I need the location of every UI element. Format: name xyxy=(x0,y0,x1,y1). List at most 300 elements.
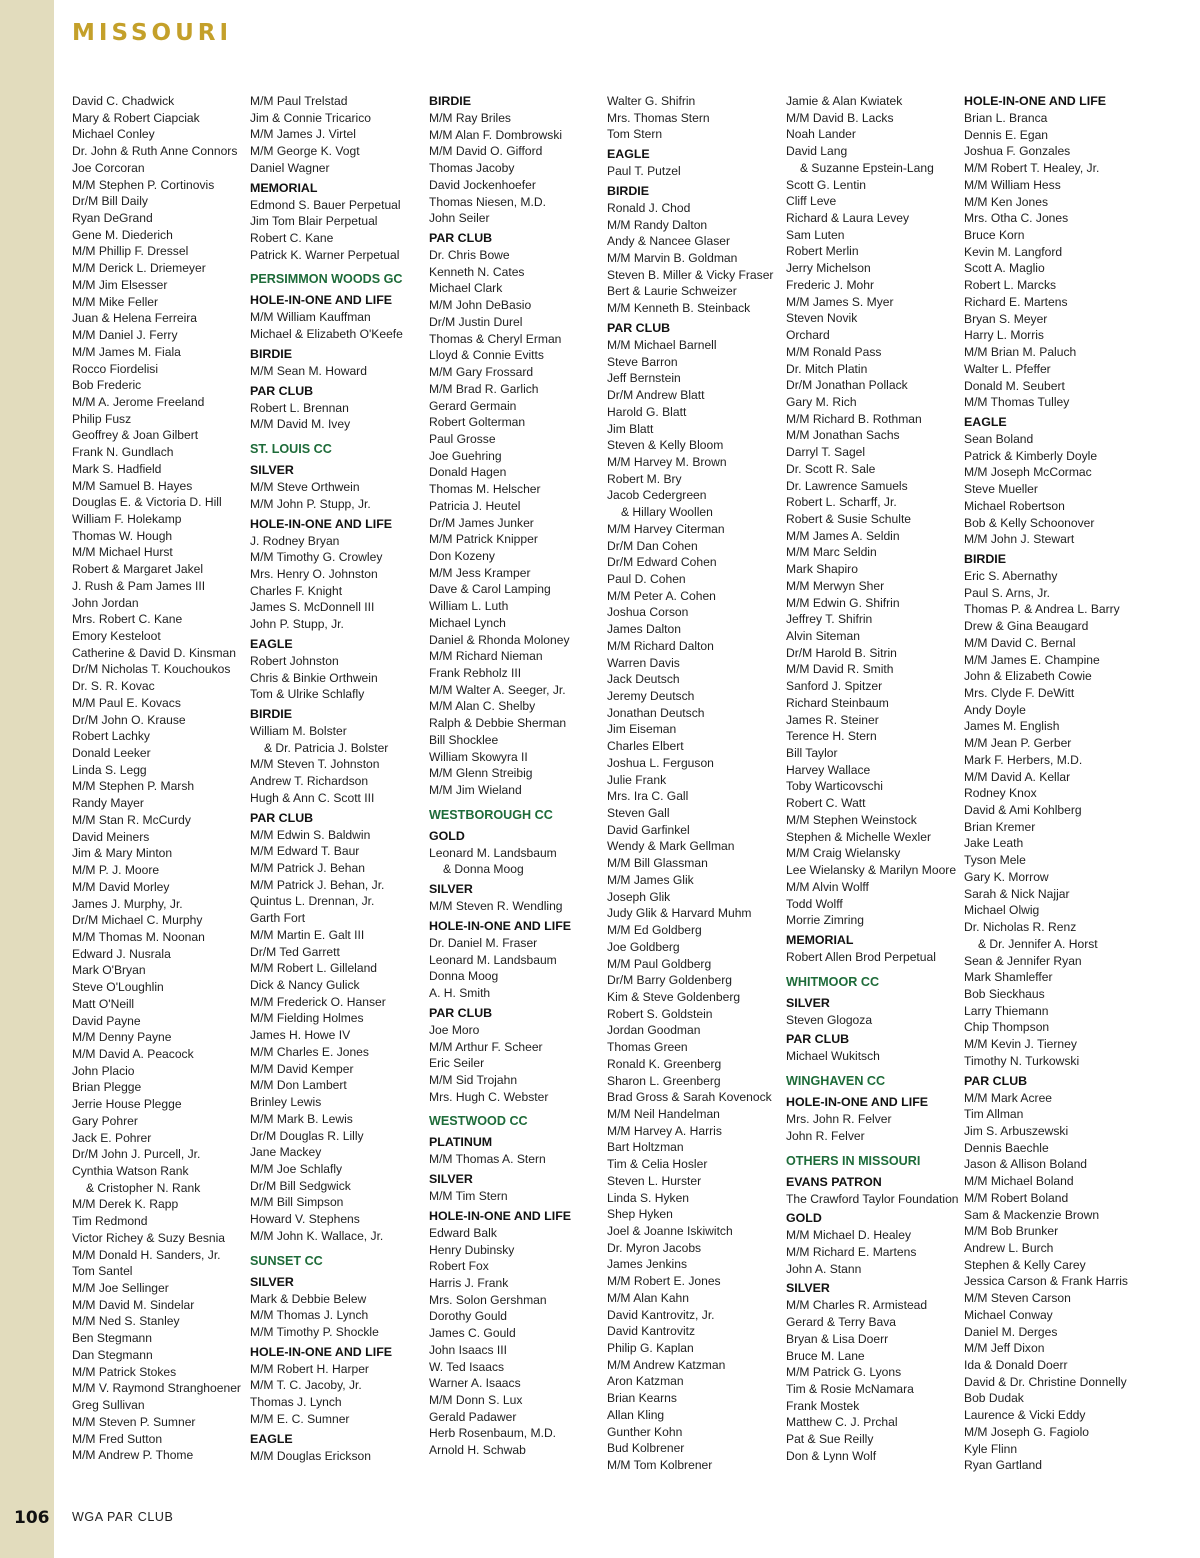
member-name: Ryan Gartland xyxy=(964,1458,1042,1473)
member-name: John P. Stupp, Jr. xyxy=(250,617,344,632)
member-name: Joe Goldberg xyxy=(607,939,680,954)
section-heading: BIRDIE xyxy=(964,551,1006,566)
member-name: Joe Moro xyxy=(429,1022,480,1037)
member-name: Dr/M Dan Cohen xyxy=(607,538,698,553)
member-name: M/M Ken Jones xyxy=(964,194,1049,209)
member-name: Philip G. Kaplan xyxy=(607,1341,694,1356)
member-name: Thomas & Cheryl Erman xyxy=(429,331,562,346)
member-name: Thomas M. Helscher xyxy=(429,482,541,497)
member-name: Dave & Carol Lamping xyxy=(429,582,551,597)
member-name: Mrs. Hugh C. Webster xyxy=(429,1089,549,1104)
member-name: Kim & Steve Goldenberg xyxy=(607,989,741,1004)
member-name: Dr. Chris Bowe xyxy=(429,248,510,263)
member-name: John & Elizabeth Cowie xyxy=(964,669,1092,684)
member-name: M/M Paul Trelstad xyxy=(250,94,348,108)
member-name: John Seiler xyxy=(429,211,490,226)
member-name: M/M Robert L. Gilleland xyxy=(250,961,378,976)
member-name: Dorothy Gould xyxy=(429,1309,507,1324)
member-name: M/M David A. Peacock xyxy=(72,1046,194,1061)
member-name: James Jenkins xyxy=(607,1257,687,1272)
member-name: M/M David M. Sindelar xyxy=(72,1297,195,1312)
member-name: John Isaacs III xyxy=(429,1342,507,1357)
member-name: James S. McDonnell III xyxy=(250,600,375,615)
section-heading: HOLE-IN-ONE AND LIFE xyxy=(250,293,393,308)
member-name: Michael Wukitsch xyxy=(786,1049,880,1064)
member-name: Tim & Rosie McNamara xyxy=(786,1382,914,1396)
member-name: Dr. Daniel M. Fraser xyxy=(429,935,538,950)
member-name: David Payne xyxy=(72,1013,141,1028)
member-name: Patricia J. Heutel xyxy=(429,498,521,513)
club-heading: OTHERS IN MISSOURI xyxy=(786,1153,921,1168)
member-name: Dennis E. Egan xyxy=(964,127,1049,142)
member-name: Kyle Flinn xyxy=(964,1441,1018,1456)
member-name: Robert Fox xyxy=(429,1259,489,1274)
member-name: Leonard M. Landsbaum xyxy=(429,845,557,860)
member-name: Bob Frederic xyxy=(72,378,142,393)
member-name: M/M Harvey Citerman xyxy=(607,521,725,536)
member-name: Jack E. Pohrer xyxy=(72,1130,152,1145)
member-name: Alvin Siteman xyxy=(786,629,860,643)
member-name: M/M Thomas A. Stern xyxy=(429,1152,546,1167)
member-name: Jordan Goodman xyxy=(607,1023,701,1038)
member-name: M/M Michael Boland xyxy=(964,1174,1074,1189)
member-name: Dr/M Andrew Blatt xyxy=(607,388,705,403)
member-name: Thomas J. Lynch xyxy=(250,1395,342,1410)
member-name: Jeffrey T. Shifrin xyxy=(786,612,873,627)
member-name: Bob Sieckhaus xyxy=(964,986,1045,1001)
member-name: Warren Davis xyxy=(607,655,680,670)
member-name: Joe Corcoran xyxy=(72,160,145,175)
member-name: Richard & Laura Levey xyxy=(786,211,910,226)
member-name: Ben Stegmann xyxy=(72,1331,153,1346)
club-heading: WHITMOOR CC xyxy=(786,974,880,989)
member-name: Michael & Elizabeth O'Keefe xyxy=(250,327,403,342)
member-name: Mary & Robert Ciapciak xyxy=(72,110,200,125)
member-name: M/M Ray Briles xyxy=(429,111,511,125)
member-name: David & Ami Kohlberg xyxy=(964,803,1082,818)
member-name: Robert C. Watt xyxy=(786,796,866,811)
member-name: David C. Chadwick xyxy=(72,94,175,108)
member-name: James H. Howe IV xyxy=(250,1028,351,1043)
member-name: Cliff Leve xyxy=(786,194,837,209)
member-name: M/M Marvin B. Goldman xyxy=(607,251,738,266)
member-name: Jim Blatt xyxy=(607,421,654,436)
member-name: Harry L. Morris xyxy=(964,328,1044,343)
member-name: M/M Bill Simpson xyxy=(250,1195,344,1210)
member-name: M/M Steven R. Wendling xyxy=(429,899,563,914)
member-name: Tom & Ulrike Schlafly xyxy=(250,687,365,702)
member-name: Bob Dudak xyxy=(964,1391,1024,1406)
member-name: Brad Gross & Sarah Kovenock xyxy=(607,1090,772,1105)
member-name: M/M Thomas Tulley xyxy=(964,395,1070,410)
member-name: Sean Boland xyxy=(964,431,1034,446)
member-name: Kenneth N. Cates xyxy=(429,264,525,279)
member-column-5 xyxy=(786,93,964,1465)
member-name: M/M Charles R. Armistead xyxy=(786,1298,928,1313)
member-name: Mark Shapiro xyxy=(786,562,858,577)
member-name: David Jockenhoefer xyxy=(429,177,536,192)
member-name: James J. Murphy, Jr. xyxy=(72,896,183,911)
member-name: Mrs. Robert C. Kane xyxy=(72,612,183,627)
member-name: M/M John DeBasio xyxy=(429,298,532,313)
member-name: William M. Bolster xyxy=(250,723,347,738)
page-title: MISSOURI xyxy=(72,20,233,46)
member-name: Wendy & Mark Gellman xyxy=(607,839,735,854)
member-name: M/M Mark Acree xyxy=(964,1090,1053,1105)
member-name: M/M Michael D. Healey xyxy=(786,1228,912,1243)
member-name: Jason & Allison Boland xyxy=(964,1157,1088,1172)
member-name: M/M P. J. Moore xyxy=(72,863,160,878)
member-name: M/M Timothy G. Crowley xyxy=(250,550,383,565)
member-name: Don & Lynn Wolf xyxy=(786,1448,877,1463)
member-name: Dr/M Edward Cohen xyxy=(607,555,717,570)
member-name: Ronald K. Greenberg xyxy=(607,1056,722,1071)
member-name: James Dalton xyxy=(607,622,681,637)
member-name: David & Dr. Christine Donnelly xyxy=(964,1374,1127,1389)
member-name: Rodney Knox xyxy=(964,786,1037,801)
member-name: Jim Tom Blair Perpetual xyxy=(250,214,378,229)
member-name: M/M Edward T. Baur xyxy=(250,844,360,859)
member-name: Dr/M John J. Purcell, Jr. xyxy=(72,1147,201,1162)
member-name: Michael Lynch xyxy=(429,615,506,630)
member-name: Steve Mueller xyxy=(964,482,1038,497)
member-name: M/M Brian M. Paluch xyxy=(964,345,1077,360)
section-heading: BIRDIE xyxy=(429,94,471,108)
member-name: M/M Michael Hurst xyxy=(72,545,173,560)
member-name: Dr/M Michael C. Murphy xyxy=(72,913,203,928)
member-name: Andy Doyle xyxy=(964,702,1026,717)
member-name: Warner A. Isaacs xyxy=(429,1376,521,1391)
member-name: M/M Samuel B. Hayes xyxy=(72,478,193,493)
member-name: Robert & Susie Schulte xyxy=(786,511,912,526)
member-column-4 xyxy=(607,93,785,1474)
member-name: Mark & Debbie Belew xyxy=(250,1291,367,1306)
member-name: M/M Merwyn Sher xyxy=(786,578,885,593)
club-heading: SUNSET CC xyxy=(250,1253,323,1268)
member-name: Jim S. Arbuszewski xyxy=(964,1123,1069,1138)
member-name: Scott A. Maglio xyxy=(964,261,1045,276)
member-name: M/M Timothy P. Shockle xyxy=(250,1324,379,1339)
member-name: M/M David C. Bernal xyxy=(964,635,1076,650)
member-name: Sam & Mackenzie Brown xyxy=(964,1207,1100,1222)
member-name: Michael Clark xyxy=(429,281,503,296)
member-name: Dr/M John O. Krause xyxy=(72,712,186,727)
member-name: Steven & Kelly Bloom xyxy=(607,438,724,453)
member-name: Dr/M Barry Goldenberg xyxy=(607,973,733,988)
member-name: Joel & Joanne Iskiwitch xyxy=(607,1224,733,1238)
member-name: Walter L. Pfeffer xyxy=(964,361,1051,376)
member-name: Richard E. Martens xyxy=(964,294,1068,309)
member-name: Robert Golterman xyxy=(429,415,526,430)
member-name: M/M David A. Kellar xyxy=(964,769,1071,784)
member-name: M/M Thomas J. Lynch xyxy=(250,1308,369,1323)
section-heading: HOLE-IN-ONE AND LIFE xyxy=(250,1344,393,1359)
member-name: Chip Thompson xyxy=(964,1020,1050,1035)
section-heading: BIRDIE xyxy=(607,183,649,198)
member-name: M/M David O. Gifford xyxy=(429,144,543,159)
member-name: M/M James S. Myer xyxy=(786,294,894,309)
member-name: M/M Steve Orthwein xyxy=(250,480,360,495)
member-name: Paul D. Cohen xyxy=(607,571,686,586)
member-name: Hugh & Ann C. Scott III xyxy=(250,790,375,805)
member-name: Linda S. Legg xyxy=(72,762,147,777)
member-name: Thomas Green xyxy=(607,1040,688,1055)
member-name: M/M Alan F. Dombrowski xyxy=(429,127,563,142)
section-heading: SILVER xyxy=(250,1274,294,1289)
member-name: Dr/M Harold B. Sitrin xyxy=(786,645,897,660)
member-name: M/M David R. Smith xyxy=(786,662,894,677)
member-name: M/M Douglas Erickson xyxy=(250,1448,371,1463)
member-name: Larry Thiemann xyxy=(964,1003,1049,1018)
section-heading: EAGLE xyxy=(250,636,293,651)
member-name: Robert M. Bry xyxy=(607,471,682,486)
member-name: M/M Peter A. Cohen xyxy=(607,588,716,603)
member-name: Stephen & Kelly Carey xyxy=(964,1257,1086,1272)
section-heading: HOLE-IN-ONE AND LIFE xyxy=(429,918,572,933)
section-heading: HOLE-IN-ONE AND LIFE xyxy=(964,94,1107,108)
member-name: Matt O'Neill xyxy=(72,996,135,1011)
member-name: Joshua Corson xyxy=(607,605,689,620)
member-name: Tom Santel xyxy=(72,1264,133,1279)
member-name: Randy Mayer xyxy=(72,796,144,811)
member-name: Robert L. Scharff, Jr. xyxy=(786,495,897,510)
section-heading: GOLD xyxy=(786,1211,822,1226)
member-name: J. Rush & Pam James III xyxy=(72,578,206,593)
member-name: Gerard Germain xyxy=(429,398,517,413)
member-name: M/M Tom Kolbrener xyxy=(607,1458,713,1473)
member-name: M/M Walter A. Seeger, Jr. xyxy=(429,682,566,697)
member-name: M/M Arthur F. Scheer xyxy=(429,1039,543,1054)
member-name: Daniel Wagner xyxy=(250,160,330,175)
member-name: Brian L. Branca xyxy=(964,111,1048,125)
member-name: Jane Mackey xyxy=(250,1145,322,1160)
member-name: M/M Brad R. Garlich xyxy=(429,381,539,396)
member-name: Dennis Baechle xyxy=(964,1140,1049,1155)
member-name: Jerrie House Plegge xyxy=(72,1097,182,1112)
member-name: Sanford J. Spitzer xyxy=(786,679,883,694)
member-name: Sarah & Nick Najjar xyxy=(964,886,1070,901)
member-name: M/M Robert E. Jones xyxy=(607,1274,721,1289)
member-name: Patrick & Kimberly Doyle xyxy=(964,448,1098,463)
member-name: M/M Robert T. Healey, Jr. xyxy=(964,161,1100,176)
member-name: Arnold H. Schwab xyxy=(429,1443,526,1458)
member-name: M/M Patrick G. Lyons xyxy=(786,1365,902,1380)
member-name: M/M Fred Sutton xyxy=(72,1431,163,1446)
member-name: Michael Conley xyxy=(72,127,155,142)
member-name: Gunther Kohn xyxy=(607,1424,683,1439)
member-name: Mark O'Bryan xyxy=(72,963,146,978)
member-name: Mark S. Hadfield xyxy=(72,461,162,476)
member-name: Steven Glogoza xyxy=(786,1012,873,1027)
member-name: M/M William Kauffman xyxy=(250,310,371,325)
member-name: M/M Fielding Holmes xyxy=(250,1011,364,1026)
section-heading: HOLE-IN-ONE AND LIFE xyxy=(250,516,393,531)
member-name: David Kantrovitz xyxy=(607,1324,696,1339)
member-name: M/M Joe Schlafly xyxy=(250,1161,343,1176)
member-name: Harold G. Blatt xyxy=(607,404,687,419)
member-name: M/M William Hess xyxy=(964,177,1061,192)
member-name: Eric S. Abernathy xyxy=(964,568,1058,583)
member-name: John R. Felver xyxy=(786,1128,865,1143)
member-name: M/M Harvey A. Harris xyxy=(607,1123,722,1138)
member-name: James C. Gould xyxy=(429,1326,516,1341)
member-name: M/M Bill Glassman xyxy=(607,856,708,871)
member-name: M/M E. C. Sumner xyxy=(250,1411,350,1426)
member-name: Todd Wolff xyxy=(786,896,843,911)
section-heading: PAR CLUB xyxy=(429,231,493,246)
section-heading: PAR CLUB xyxy=(250,810,314,825)
member-name: Michael Conway xyxy=(964,1307,1053,1322)
member-name: John Jordan xyxy=(72,595,139,610)
member-name: M/M Don Lambert xyxy=(250,1078,347,1093)
member-name: M/M Jim Elsesser xyxy=(72,277,168,292)
section-heading: PAR CLUB xyxy=(964,1073,1028,1088)
club-heading: WINGHAVEN CC xyxy=(786,1074,886,1089)
section-heading: PAR CLUB xyxy=(250,383,314,398)
member-name: Robert Johnston xyxy=(250,653,339,668)
member-name: M/M Jean P. Gerber xyxy=(964,736,1072,751)
member-name: M/M Glenn Streibig xyxy=(429,766,533,781)
member-name: M/M James J. Virtel xyxy=(250,127,356,142)
member-name: Daniel M. Derges xyxy=(964,1324,1058,1339)
member-name: M/M John K. Wallace, Jr. xyxy=(250,1228,384,1243)
page-edge-band xyxy=(0,0,54,1558)
member-name-continuation: & Dr. Patricia J. Bolster xyxy=(264,740,389,755)
member-name: M/M Richard Nieman xyxy=(429,649,543,664)
member-name: Dr. John & Ruth Anne Connors xyxy=(72,144,238,159)
member-name: M/M Mark B. Lewis xyxy=(250,1111,353,1126)
member-name: M/M Alan C. Shelby xyxy=(429,699,536,714)
member-name: Emory Kesteloot xyxy=(72,629,161,643)
member-name: Quintus L. Drennan, Jr. xyxy=(250,894,375,909)
member-name: M/M Sid Trojahn xyxy=(429,1072,518,1087)
member-name: Joshua L. Ferguson xyxy=(607,755,714,770)
member-name: Cynthia Watson Rank xyxy=(72,1164,189,1178)
member-name: Paul T. Putzel xyxy=(607,164,681,179)
member-name: Richard Steinbaum xyxy=(786,695,889,710)
member-name: M/M Stephen Weinstock xyxy=(786,812,917,827)
member-name: M/M David B. Lacks xyxy=(786,110,894,125)
member-name: Dr. Mitch Platin xyxy=(786,361,868,376)
member-name: Lloyd & Connie Evitts xyxy=(429,348,544,363)
member-name: M/M John J. Stewart xyxy=(964,532,1075,547)
member-name: Juan & Helena Ferreira xyxy=(72,311,198,326)
member-name: M/M Tim Stern xyxy=(429,1189,508,1204)
member-name: Jake Leath xyxy=(964,836,1024,851)
member-name: Edmond S. Bauer Perpetual xyxy=(250,197,401,212)
member-name: M/M Derek K. Rapp xyxy=(72,1197,179,1212)
member-name: M/M Donald H. Sanders, Jr. xyxy=(72,1247,221,1262)
member-name: Dr/M Bill Sedgwick xyxy=(250,1178,351,1193)
member-name: M/M Ned S. Stanley xyxy=(72,1314,180,1329)
member-name: Jonathan Deutsch xyxy=(607,705,705,720)
member-name: Linda S. Hyken xyxy=(607,1190,690,1205)
member-name: M/M John P. Stupp, Jr. xyxy=(250,496,371,511)
member-name: M/M Kenneth B. Steinback xyxy=(607,301,751,316)
member-name: Andrew L. Burch xyxy=(964,1241,1054,1255)
member-name: M/M Richard Dalton xyxy=(607,638,714,653)
member-name: Chris & Binkie Orthwein xyxy=(250,670,378,685)
club-heading: ST. LOUIS CC xyxy=(250,442,332,457)
member-name: William L. Luth xyxy=(429,599,509,614)
member-name: M/M Martin E. Galt III xyxy=(250,927,365,942)
member-name: M/M Richard B. Rothman xyxy=(786,411,922,426)
member-name: Dr. Myron Jacobs xyxy=(607,1240,702,1255)
section-heading: SILVER xyxy=(429,882,473,897)
section-heading: SILVER xyxy=(429,1172,473,1187)
member-name: Sean & Jennifer Ryan xyxy=(964,953,1082,968)
member-name: Robert & Margaret Jakel xyxy=(72,562,204,577)
member-name: Shep Hyken xyxy=(607,1207,673,1222)
member-name: M/M Alan Kahn xyxy=(607,1290,690,1305)
member-name: Mrs. Otha C. Jones xyxy=(964,211,1069,226)
member-name: Jack Deutsch xyxy=(607,672,680,687)
member-name: Garth Fort xyxy=(250,911,306,926)
club-heading: WESTBOROUGH CC xyxy=(429,807,553,822)
member-name: Dr. Lawrence Samuels xyxy=(786,478,908,493)
member-name: Jim & Mary Minton xyxy=(72,846,173,861)
member-name: Jim & Connie Tricarico xyxy=(250,110,371,125)
member-name: A. H. Smith xyxy=(429,986,491,1001)
member-name: Charles F. Knight xyxy=(250,583,343,598)
member-name: Robert Lachky xyxy=(72,729,150,744)
member-name: Bruce Korn xyxy=(964,228,1025,243)
member-name: Patrick K. Warner Perpetual xyxy=(250,247,400,262)
member-name: Gene M. Diederich xyxy=(72,227,173,242)
member-name: Lee Wielansky & Marilyn Moore xyxy=(786,863,957,878)
member-name: M/M Michael Barnell xyxy=(607,337,717,352)
member-name: Dr/M Bill Daily xyxy=(72,194,148,209)
member-name: M/M James A. Seldin xyxy=(786,528,900,543)
member-name: M/M Craig Wielansky xyxy=(786,846,901,861)
member-name: Sam Luten xyxy=(786,227,845,242)
member-name: Toby Warticovschi xyxy=(786,779,883,794)
member-name-continuation: & Dr. Jennifer A. Horst xyxy=(978,936,1098,951)
member-name: Aron Katzman xyxy=(607,1374,684,1389)
club-heading: WESTWOOD CC xyxy=(429,1114,528,1129)
member-name: Geoffrey & Joan Gilbert xyxy=(72,428,199,443)
member-name: M/M Kevin J. Tierney xyxy=(964,1037,1077,1052)
member-name: Dr/M James Junker xyxy=(429,515,534,530)
section-heading: MEMORIAL xyxy=(786,932,854,947)
member-name: M/M David Kemper xyxy=(250,1061,354,1076)
member-name: W. Ted Isaacs xyxy=(429,1359,505,1374)
member-name: William Skowyra II xyxy=(429,749,528,764)
member-name: Frank N. Gundlach xyxy=(72,445,174,460)
member-name: M/M Stephen P. Marsh xyxy=(72,779,195,794)
section-heading: SILVER xyxy=(786,995,830,1010)
member-name: Gary K. Morrow xyxy=(964,869,1049,884)
member-name: J. Rodney Bryan xyxy=(250,533,340,548)
member-name: M/M Patrick Stokes xyxy=(72,1364,177,1379)
member-name: Mark Shamleffer xyxy=(964,970,1053,985)
member-name: Thomas Niesen, M.D. xyxy=(429,194,546,209)
section-heading: PAR CLUB xyxy=(429,1005,493,1020)
member-name: M/M Stephen P. Cortinovis xyxy=(72,177,215,192)
member-name: Paul Grosse xyxy=(429,431,496,446)
member-name: Matthew C. J. Prchal xyxy=(786,1415,898,1430)
section-heading: PAR CLUB xyxy=(786,1032,850,1047)
footer-label: WGA PAR CLUB xyxy=(72,1510,174,1524)
member-name: Thomas P. & Andrea L. Barry xyxy=(964,602,1120,617)
member-name: Bart Holtzman xyxy=(607,1140,684,1155)
member-name: M/M Robert Boland xyxy=(964,1190,1069,1205)
member-name: M/M Andrew Katzman xyxy=(607,1357,726,1372)
member-name: Don Kozeny xyxy=(429,548,495,563)
member-name: M/M Jeff Dixon xyxy=(964,1341,1045,1356)
section-heading: EAGLE xyxy=(964,414,1007,429)
member-name: M/M George K. Vogt xyxy=(250,144,360,159)
